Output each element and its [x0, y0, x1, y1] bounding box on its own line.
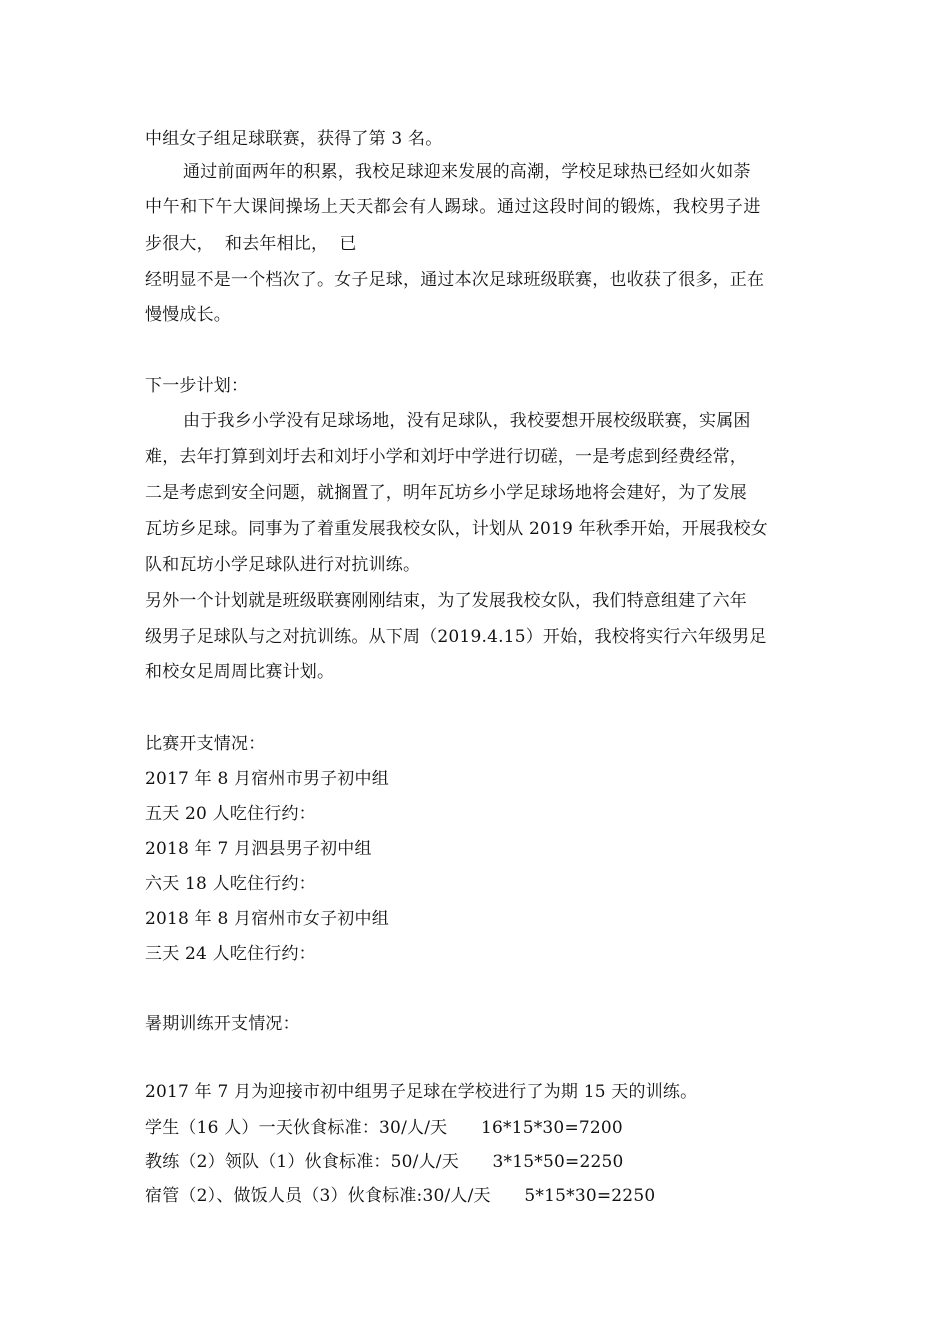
expense-item: 2017 年 8 月宿州市男子初中组 [145, 769, 389, 789]
training-cost-row: 教练（2）领队（1）伙食标准：50/人/天 3*15*50=2250 [145, 1152, 624, 1172]
expense-item: 六天 18 人吃住行约： [145, 874, 316, 894]
text-line: 难，去年打算到刘圩去和刘圩小学和刘圩中学进行切磋，一是考虑到经费经常， [145, 447, 747, 467]
text-line: 中组女子组足球联赛，获得了第 3 名。 [145, 129, 443, 149]
training-intro: 2017 年 7 月为迎接市初中组男子足球在学校进行了为期 15 天的训练。 [145, 1082, 698, 1102]
expense-item: 2018 年 7 月泗县男子初中组 [145, 839, 372, 859]
text-line: 瓦坊乡足球。同事为了着重发展我校女队，计划从 2019 年秋季开始，开展我校女 [145, 519, 768, 539]
text-line: 慢慢成长。 [145, 305, 231, 325]
expense-item: 五天 20 人吃住行约： [145, 804, 316, 824]
text-line: 队和瓦坊小学足球队进行对抗训练。 [145, 555, 421, 575]
text-line: 步很大， 和去年相比， 已 [145, 234, 357, 254]
expense-item: 三天 24 人吃住行约： [145, 944, 316, 964]
paragraph-first-line: 通过前面两年的积累，我校足球迎来发展的高潮，学校足球热已经如火如荼 [183, 162, 751, 182]
paragraph-first-line: 由于我乡小学没有足球场地，没有足球队，我校要想开展校级联赛，实属困 [183, 411, 751, 431]
expense-item: 2018 年 8 月宿州市女子初中组 [145, 909, 389, 929]
training-cost-row: 宿管（2）、做饭人员（3）伙食标准:30/人/天 5*15*30=2250 [145, 1186, 656, 1206]
training-cost-row: 学生（16 人）一天伙食标准：30/人/天 16*15*30=7200 [145, 1118, 623, 1138]
text-line: 另外一个计划就是班级联赛刚刚结束，为了发展我校女队，我们特意组建了六年 [145, 591, 747, 611]
section-heading-expenses: 比赛开支情况： [145, 734, 266, 754]
text-line: 中午和下午大课间操场上天天都会有人踢球。通过这段时间的锻炼，我校男子进 [145, 197, 761, 217]
text-line: 经明显不是一个档次了。女子足球，通过本次足球班级联赛，也收获了很多，正在 [145, 270, 765, 290]
text-line: 和校女足周周比赛计划。 [145, 662, 335, 682]
section-heading-plan: 下一步计划： [145, 376, 249, 396]
text-line: 二是考虑到安全问题，就搁置了，明年瓦坊乡小学足球场地将会建好，为了发展 [145, 483, 747, 503]
text-line: 级男子足球队与之对抗训练。从下周（2019.4.15）开始，我校将实行六年级男足 [145, 627, 767, 647]
section-heading-training: 暑期训练开支情况： [145, 1014, 300, 1034]
